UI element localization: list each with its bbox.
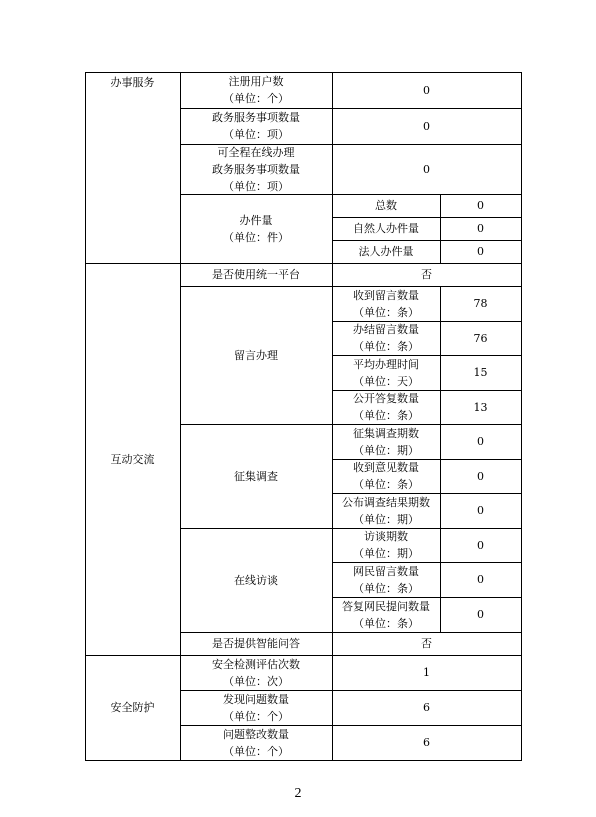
row-label: 发现问题数量 [223,692,289,706]
cell-value: 0 [423,83,430,97]
interview-messages-label [332,562,440,597]
table-border-top [85,72,522,73]
row-service-items-value [332,108,521,144]
row-handling-label [180,194,332,263]
cell-value: 15 [473,366,488,379]
survey-group-label [180,424,332,528]
page-number: 2 [294,786,302,801]
cell-value: 0 [477,608,484,621]
handling-natural-label [332,217,440,240]
sub-unit: （单位：条） [353,616,419,630]
table-border-bottom [85,760,522,761]
sub-label: 办结留言数量 [353,323,419,336]
cell-value: 0 [477,573,484,586]
handling-legal-value [440,240,521,263]
row-unit: （单位：项） [223,179,289,193]
sub-unit: （单位：期） [353,443,419,457]
survey-opinions-label [332,459,440,493]
cell-value: 0 [477,435,484,448]
messages-received-label [332,286,440,321]
row-unit: （单位：件） [223,230,289,244]
messages-received-value [440,286,521,321]
grid-line [180,108,522,109]
sub-unit: （单位：条） [353,409,419,422]
sub-label: 法人办件量 [358,245,414,258]
row-unit: （单位：次） [223,674,289,688]
grid-line [180,690,522,691]
row-unit: （单位：个） [223,709,289,723]
security-checks-value [332,655,521,690]
grid-line [180,725,522,726]
row-unit: （单位：项） [223,128,289,141]
grid-line [332,72,333,761]
grid-line [332,217,522,218]
grid-line [332,390,522,391]
sub-label: 收到意见数量 [353,461,419,474]
sub-unit: （单位：条） [353,305,419,319]
group-label: 在线访谈 [234,573,278,587]
category-security [85,655,180,760]
handling-total-label [332,194,440,217]
cell-value: 6 [423,736,430,749]
unified-platform-label [180,263,332,286]
grid-line [332,459,522,460]
sub-unit: （单位：条） [353,340,419,353]
unified-platform-value [332,263,521,286]
grid-line [180,144,522,145]
security-issues-label [180,690,332,725]
cell-value: 否 [421,637,432,650]
messages-closed-label [332,321,440,355]
cell-value: 0 [477,538,484,552]
interview-group-label [180,528,332,632]
grid-line [332,597,522,598]
row-label: 政务服务事项数量 [212,162,300,176]
interview-replies-value [440,597,521,632]
security-fixed-value [332,725,521,760]
interview-periods-label [332,528,440,562]
smart-qa-value [332,632,521,655]
sub-unit: （单位：天） [353,374,419,388]
survey-opinions-value [440,459,521,493]
row-online-items-value [332,144,521,194]
group-label: 留言办理 [234,348,278,362]
row-label: 办件量 [239,213,273,227]
sub-label: 公开答复数量 [353,392,419,405]
cell-value: 0 [477,504,484,517]
cell-value: 0 [477,199,484,212]
category-interaction [85,263,180,655]
row-label: 安全检测评估次数 [212,657,300,671]
grid-line [180,424,522,425]
messages-group-label [180,286,332,424]
messages-public-value [440,390,521,424]
grid-line [180,286,522,287]
cell-value: 0 [477,245,484,258]
row-online-items-label [180,144,332,194]
security-issues-value [332,690,521,725]
row-label: 是否使用统一平台 [212,268,300,281]
handling-legal-label [332,240,440,263]
grid-line [180,194,522,195]
row-label: 是否提供智能问答 [212,637,300,650]
sub-label: 公布调查结果期数 [342,495,430,509]
grid-line [332,321,522,322]
sub-label: 征集调查期数 [353,426,419,440]
category-label: 办事服务 [110,76,155,89]
grid-line [440,286,441,632]
survey-results-label [332,493,440,528]
row-label: 问题整改数量 [223,727,289,741]
grid-line [332,355,522,356]
security-checks-label [180,655,332,690]
row-registered-users-label [180,72,332,108]
table-border-right [521,72,522,761]
category-label: 安全防护 [110,701,155,714]
cell-value: 0 [477,469,484,483]
cell-value: 13 [473,400,488,414]
group-label: 征集调查 [234,469,278,483]
messages-avg-time-label [332,355,440,390]
row-label: 注册用户数 [228,75,284,88]
sub-label: 答复网民提问数量 [342,599,430,613]
cell-value: 76 [473,331,488,345]
cell-value: 78 [473,297,488,310]
survey-results-value [440,493,521,528]
row-unit: （单位：个） [223,744,289,758]
cell-value: 1 [423,666,430,679]
interview-periods-value [440,528,521,562]
sub-unit: （单位：条） [353,581,419,595]
row-unit: （单位：个） [223,92,289,105]
section-divider [85,655,522,656]
cell-value: 0 [423,162,430,176]
interview-messages-value [440,562,521,597]
security-fixed-label [180,725,332,760]
sub-label: 访谈期数 [364,530,408,543]
cell-value: 0 [477,222,484,235]
grid-line [332,493,522,494]
survey-periods-label [332,424,440,459]
cell-value: 6 [423,701,430,714]
row-label: 可全程在线办理 [217,145,295,159]
row-registered-users-value [332,72,521,108]
grid-line [180,528,522,529]
row-service-items-label [180,108,332,144]
grid-line [332,562,522,563]
grid-line [180,632,522,633]
grid-line [440,194,441,263]
survey-periods-value [440,424,521,459]
messages-avg-time-value [440,355,521,390]
sub-unit: （单位：期） [353,512,419,526]
cell-value: 0 [423,119,430,133]
sub-unit: （单位：条） [353,478,419,491]
cell-value: 否 [421,268,432,281]
smart-qa-label [180,632,332,655]
category-service [85,72,180,265]
section-divider [85,263,522,264]
grid-line [180,72,181,761]
sub-label: 收到留言数量 [353,288,419,302]
category-label: 互动交流 [110,452,155,466]
handling-natural-value [440,217,521,240]
messages-closed-value [440,321,521,355]
handling-total-value [440,194,521,217]
sub-label: 网民留言数量 [353,564,419,578]
sub-unit: （单位：期） [353,547,419,560]
row-label: 政务服务事项数量 [212,111,300,124]
sub-label: 平均办理时间 [353,357,419,371]
interview-replies-label [332,597,440,632]
sub-label: 自然人办件量 [353,222,419,235]
messages-public-label [332,390,440,424]
sub-label: 总数 [375,199,397,212]
table-border-left [85,72,86,761]
grid-line [332,240,522,241]
